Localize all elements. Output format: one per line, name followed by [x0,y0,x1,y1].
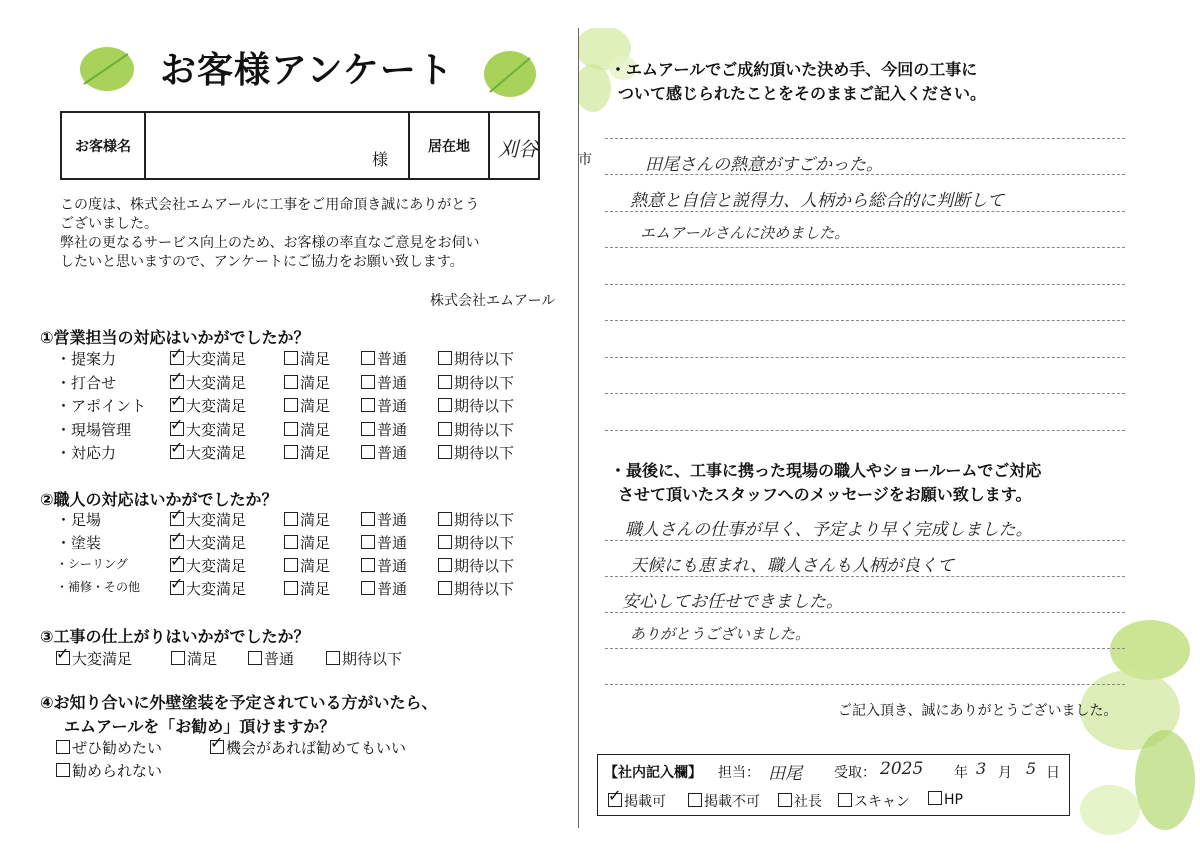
q1-option [284,348,330,369]
q1-checkbox[interactable] [438,422,452,436]
q4-title-line1: ④お知り合いに外壁塗装を予定されている方がいたら、 [40,693,438,712]
q4-option-2 [210,737,406,758]
q1-option [438,348,514,369]
q1-row [56,419,556,441]
intro-line: したいと思いますので、アンケートにご協力をお願い致します。 [60,254,464,270]
q1-checkbox[interactable] [284,351,298,365]
q2-checkbox[interactable] [284,581,298,595]
q2-option-label: 普通 [377,511,408,529]
q6-title-line2: させて頂いたスタッフへのメッセージをお願い致します。 [618,485,1032,504]
q1-option-label: 普通 [377,444,408,462]
q1-option [284,372,330,393]
q1-option [284,442,330,463]
q1-option [170,372,246,393]
q2-checkbox[interactable] [284,558,298,572]
q2-checkbox[interactable] [284,512,298,526]
q1-option-label: 大変満足 [186,373,247,392]
q1-checkbox[interactable] [361,445,375,459]
received-month: 3 [976,759,987,778]
office-check-4 [838,791,910,811]
q1-option [438,442,514,463]
address-value: 刈谷 [498,137,538,161]
intro-text [60,196,570,272]
q2-option [170,555,246,576]
q1-option-label: 期待以下 [454,350,515,368]
day-unit: 日 [1046,765,1060,781]
office-checkbox-2[interactable] [688,793,702,807]
intro-line: この度は、株式会社エムアールに工事をご用命頂き誠にありがとう [60,197,480,213]
q1-option [438,395,514,416]
q2-option-label: 大変満足 [186,534,247,552]
q1-option [170,442,246,463]
q1-option-label: 期待以下 [454,373,515,392]
q2-row [56,555,556,577]
q1-option-label: 満足 [300,373,331,392]
q1-checkbox[interactable] [170,351,184,365]
answer5-line: 田尾さんの熱意がすごかった。 [645,155,883,175]
q2-option-label: 満足 [300,511,331,529]
q1-option-label: 満足 [300,397,331,415]
q1-option [361,419,407,440]
leaf-right-icon [482,48,538,100]
office-checkbox-1[interactable] [608,793,622,807]
ruled-line [605,357,1125,358]
q2-row-label: ・シーリング [56,557,128,571]
q4-option-2-label: 機会があれば勧めてもいい [226,739,407,757]
ruled-line [605,430,1125,431]
q1-row-label: ・打合せ [56,373,117,392]
q1-option-label: 大変満足 [186,444,247,462]
customer-name-field [146,113,410,178]
foliage-bottom-icon [1070,610,1195,845]
q2-checkbox[interactable] [438,512,452,526]
q3-option-2-label: 満足 [187,650,218,668]
q2-option-label: 満足 [300,534,331,552]
office-check-5-label: HP [944,792,963,808]
office-checkbox-3[interactable] [778,793,792,807]
q2-option [361,532,407,553]
column-divider [578,28,579,828]
answer6-line: 安心してお任せできました。 [622,592,843,612]
ruled-line [605,648,1125,649]
q2-checkbox[interactable] [361,581,375,595]
q2-option [438,532,514,553]
office-check-2-label: 掲載不可 [704,794,760,810]
q2-checkbox[interactable] [170,512,184,526]
answer6-line: ありがとうございました。 [630,625,811,643]
q2-option [284,578,330,599]
month-unit: 月 [998,765,1012,781]
q2-row-label: ・足場 [56,511,102,529]
year-unit: 年 [954,765,968,781]
q1-checkbox[interactable] [284,398,298,412]
answer5-line: エムアールさんに決めました。 [640,224,850,242]
tanto-value: 田尾 [768,764,802,784]
q3-option-1-label: 大変満足 [72,650,133,668]
q1-row [56,395,556,417]
q2-checkbox[interactable] [170,581,184,595]
customer-info-table [60,111,592,180]
q1-checkbox[interactable] [284,422,298,436]
office-check-4-label: スキャン [854,794,910,810]
customer-name-label: お客様名 [62,113,146,178]
q1-checkbox[interactable] [284,445,298,459]
q2-row [56,578,556,600]
q1-row-label: ・現場管理 [56,420,132,439]
q1-checkbox[interactable] [361,398,375,412]
office-check-3-label: 社長 [794,794,822,810]
intro-line: ございました。 [60,216,158,232]
q3-checkbox-3[interactable] [248,651,262,665]
q5-title-line2: ついて感じられたことをそのままご記入ください。 [618,84,987,103]
q2-checkbox[interactable] [361,535,375,549]
q2-option [438,555,514,576]
ruled-line [605,247,1125,248]
q1-checkbox[interactable] [438,445,452,459]
q2-option [438,509,514,530]
q1-checkbox[interactable] [438,398,452,412]
q2-option-label: 期待以下 [454,557,515,575]
q2-option [361,578,407,599]
q1-row [56,442,556,464]
q1-checkbox[interactable] [361,375,375,389]
q2-option [284,509,330,530]
q1-title: ①営業担当の対応はいかがでしたか？ [40,328,310,347]
address-field [490,113,592,178]
q2-option-label: 普通 [377,557,408,575]
q1-option-label: 大変満足 [186,397,247,415]
q3-checkbox-4[interactable] [326,651,340,665]
thanks-text: ご記入頂き、誠にありがとうございました。 [838,703,1118,719]
q1-row [56,372,556,394]
q1-option-label: 普通 [377,420,408,439]
q1-option-label: 期待以下 [454,420,515,439]
q2-option-label: 期待以下 [454,511,515,529]
office-checkbox-5[interactable] [928,791,942,805]
ruled-line [605,393,1125,394]
q4-checkbox-1[interactable] [56,740,70,754]
q1-option-label: 普通 [377,373,408,392]
q2-row [56,532,556,554]
q3-option-3-label: 普通 [264,650,295,668]
q2-row-label: ・塗装 [56,534,102,552]
office-check-1 [608,791,666,811]
q4-title-line2: エムアールを「お勧め」頂けますか？ [64,717,336,736]
q1-option-label: 普通 [377,397,408,415]
page-title: お客様アンケート [160,50,454,91]
q2-option [284,532,330,553]
q1-option [284,419,330,440]
q4-option-1 [56,737,162,758]
answer5-line: 熱意と自信と説得力、人柄から総合的に判断して [630,191,1004,211]
q1-option [438,372,514,393]
q3-checkbox-2[interactable] [171,651,185,665]
intro-line: 弊社の更なるサービス向上のため、お客様の率直なご意見をお伺い [60,235,480,251]
q1-option [170,348,246,369]
q1-option-label: 満足 [300,444,331,462]
address-label: 居在地 [410,113,490,178]
q3-options [56,648,556,670]
q2-checkbox[interactable] [361,558,375,572]
q2-option-label: 満足 [300,580,331,598]
q2-title: ②職人の対応はいかがでしたか？ [40,490,278,509]
q2-option [284,555,330,576]
q1-checkbox[interactable] [170,398,184,412]
ruled-line [605,540,1125,541]
q3-title: ③工事の仕上がりはいかがでしたか？ [40,627,310,646]
q2-option [438,578,514,599]
q1-checkbox[interactable] [170,445,184,459]
q2-checkbox[interactable] [438,535,452,549]
q5-title-line1: ・エムアールでご成約頂いた決め手、今回の工事に [610,60,978,79]
q3-option-4-label: 期待以下 [342,650,403,668]
q1-row [56,348,556,370]
received-year: 2025 [880,759,924,779]
received-day: 5 [1026,759,1037,778]
q1-checkbox[interactable] [170,375,184,389]
ruled-line [605,284,1125,285]
q4-option-3 [56,760,162,781]
q1-option-label: 普通 [377,350,408,368]
q4-option-1-label: ぜひ勧めたい [72,739,163,757]
leaf-left-icon [78,44,136,94]
q2-checkbox[interactable] [361,512,375,526]
q1-checkbox[interactable] [361,422,375,436]
q1-checkbox[interactable] [284,375,298,389]
q4-checkbox-2[interactable] [210,740,224,754]
office-check-3 [778,791,822,811]
q1-checkbox[interactable] [438,351,452,365]
answer6-line: 職人さんの仕事が早く、予定より早く完成しました。 [625,520,1033,540]
office-check-5 [928,791,963,808]
address-suffix: 市 [578,152,592,168]
q1-option-label: 期待以下 [454,444,515,462]
company-name: 株式会社エムアール [430,293,556,309]
q1-option-label: 満足 [300,350,331,368]
q2-row [56,509,556,531]
ruled-line [605,612,1125,613]
office-check-2 [688,791,760,811]
q3-checkbox-1[interactable] [56,651,70,665]
q2-option-label: 大変満足 [186,511,247,529]
q2-option-label: 大変満足 [186,557,247,575]
q1-option [361,372,407,393]
q2-option-label: 期待以下 [454,534,515,552]
q1-row-label: ・対応力 [56,444,117,462]
customer-name-suffix: 様 [371,150,388,169]
q1-checkbox[interactable] [438,375,452,389]
q2-option [361,555,407,576]
received-label: 受取： [834,765,876,781]
ruled-line [605,320,1125,321]
q1-option-label: 大変満足 [186,350,247,368]
q2-option-label: 大変満足 [186,580,247,598]
q2-option-label: 普通 [377,534,408,552]
q6-title [610,459,1090,507]
q2-row-label: ・補修・その他 [56,580,141,594]
q1-option-label: 期待以下 [454,397,515,415]
q1-checkbox[interactable] [361,351,375,365]
office-label: 【社内記入欄】 [604,765,702,781]
q2-checkbox[interactable] [170,535,184,549]
answer6-line: 天候にも恵まれ、職人さんも人柄が良くて [630,556,955,576]
office-use-box [597,754,1070,816]
q2-option [361,509,407,530]
q1-option [170,419,246,440]
q1-option [361,348,407,369]
q1-option [361,395,407,416]
tanto-label: 担当： [718,765,760,781]
q2-option-label: 期待以下 [454,580,515,598]
q2-checkbox[interactable] [438,581,452,595]
q1-row-label: ・提案力 [56,350,117,368]
q6-title-line1: ・最後に、工事に携った現場の職人やショールームでご対応 [610,461,1042,480]
q2-checkbox[interactable] [170,558,184,572]
office-check-1-label: 掲載可 [624,794,666,810]
q2-option [170,509,246,530]
q2-checkbox[interactable] [284,535,298,549]
ruled-line [605,138,1125,139]
q1-option [361,442,407,463]
q4-checkbox-3[interactable] [56,763,70,777]
ruled-line [605,684,1125,685]
q2-option-label: 満足 [300,557,331,575]
q2-option-label: 普通 [377,580,408,598]
q1-option-label: 満足 [300,420,331,439]
q2-option [170,578,246,599]
q5-title [610,58,1090,106]
office-checkbox-4[interactable] [838,793,852,807]
q2-checkbox[interactable] [438,558,452,572]
q1-row-label: ・アポイント [56,397,147,415]
ruled-line [605,211,1125,212]
q4-option-3-label: 勧められない [72,762,163,780]
q1-option [284,395,330,416]
q1-checkbox[interactable] [170,422,184,436]
q1-option [438,419,514,440]
q1-option-label: 大変満足 [186,420,247,439]
q1-option [170,395,246,416]
ruled-line [605,576,1125,577]
q2-option [170,532,246,553]
